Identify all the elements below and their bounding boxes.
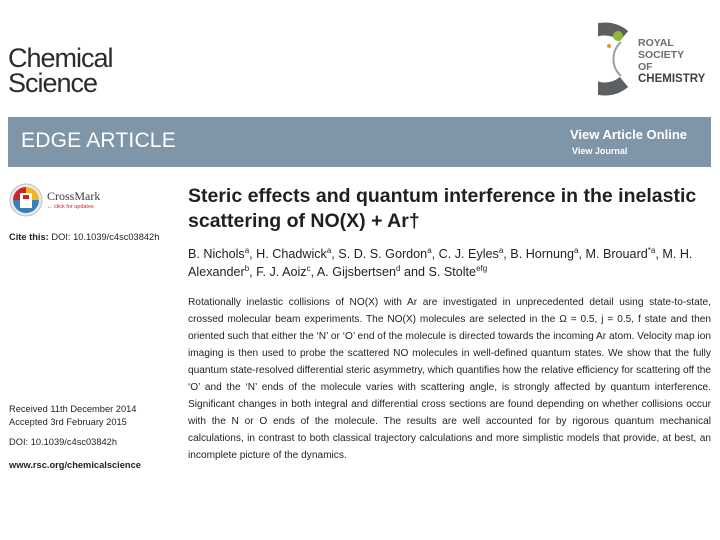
author-affiliation: efg	[476, 264, 488, 273]
author-affiliation: a	[498, 246, 504, 255]
author-name: C. J. Eyles	[438, 247, 499, 261]
author-list: B. Nichols$^a$, H. Chadwick$^a$, S. D. S. Gordon$^a$, C. J. Eyles$^a$, B. Hornung$^a$, M. Brouard$^{*a}$, M. H. Alexander$^b$, F. J. Aoiz$^c$, A. Gijsbertsen$^d$ and S. Stolte$^{efg}$	[188, 246, 693, 279]
author-name: F. J. Aoiz	[256, 265, 307, 279]
abstract: Rotationally inelastic collisions of NO(X) with Ar are investigated in unprecedented detail using state-to-state, crossed molecular beam experiments. The NO(X) molecules are selected in the Ω = 0.5, j = 0.5, f state and then oriented such that either the ‘N’ or ‘O’ end of the molecule is directed towards the incoming Ar atom. Velocity map ion imaging is then used to probe the scattered NO molecules in well-defined quantum states. We show that the fully quantum state-resolved differential steric asymmetry, which quantifies how the relative efficiency for scattering off the ‘O’ and the ‘N’ ends of the molecule varies with scattering angle, is strongly affected by quantum interference. Significant changes in both integral and differential cross sections are found depending on whether collisions occur with the N or O ends of the molecule. The results are well accounted for by rigorous quantum mechanical calculations, in contrast to both classical trajectory calculations and more simplistic models that provide, at best, an incomplete picture of the dynamics.	[188, 297, 711, 462]
author-affiliation: a	[574, 246, 579, 255]
accepted-date: Accepted 3rd February 2015	[9, 416, 127, 427]
author-name: A. Gijsbertsen	[316, 265, 396, 279]
received-date: Received 11th December 2014	[9, 404, 137, 414]
author-affiliation: *a	[647, 246, 656, 255]
rsc-logo-line2-row	[638, 61, 720, 85]
journal-website-link[interactable]: www.rsc.org/chemicalscience	[9, 460, 141, 470]
rsc-logo-line2: OF	[638, 61, 653, 73]
crossmark-subtitle-text: click for updates	[54, 204, 94, 210]
author-name: M. Brouard	[585, 247, 648, 261]
author-name: B. Nichols	[188, 247, 245, 261]
author-affiliation: c	[306, 264, 311, 273]
author-affiliation: a	[427, 246, 432, 255]
crossmark-name: CrossMark	[47, 189, 101, 203]
author-name: and S. Stolte	[403, 265, 477, 279]
cite-label: Cite this:	[9, 232, 49, 242]
author-name: S. D. S. Gordon	[338, 247, 428, 261]
journal-name-line2: Science	[8, 68, 98, 98]
author-affiliation: d	[395, 264, 401, 273]
author-affiliation: a	[244, 246, 250, 255]
crossmark-badge[interactable]	[9, 183, 119, 219]
article-type: EDGE ARTICLE	[21, 129, 176, 152]
author-affiliation: a	[326, 246, 332, 255]
cite-this	[9, 232, 159, 242]
article-type-banner	[8, 117, 711, 167]
author-affiliation: b	[244, 264, 250, 273]
author-name: B. Hornung	[510, 247, 575, 261]
author-name: M. H. Alexander	[188, 247, 693, 279]
cite-doi: DOI: 10.1039/c4sc03842h	[51, 232, 160, 242]
article-doi: DOI: 10.1039/c4sc03842h	[9, 437, 118, 447]
author-name: H. Chadwick	[256, 247, 327, 261]
article-dates	[9, 403, 136, 428]
rsc-logo-line3: CHEMISTRY	[638, 73, 706, 85]
journal-name-line1: Chemical	[8, 43, 113, 73]
rsc-logo-line1: ROYAL SOCIETY	[638, 37, 685, 61]
crossmark-subtitle: ← click for updates	[47, 204, 94, 210]
article-title: Steric effects and quantum interference in the inelastic scattering of NO(X) + Ar†	[188, 185, 697, 232]
journal-name	[8, 43, 113, 98]
rsc-logo-text	[638, 37, 720, 85]
view-journal-link[interactable]: View Journal	[572, 146, 628, 156]
crossmark-icon	[9, 183, 43, 217]
view-article-online-link[interactable]: View Article Online	[569, 127, 687, 142]
